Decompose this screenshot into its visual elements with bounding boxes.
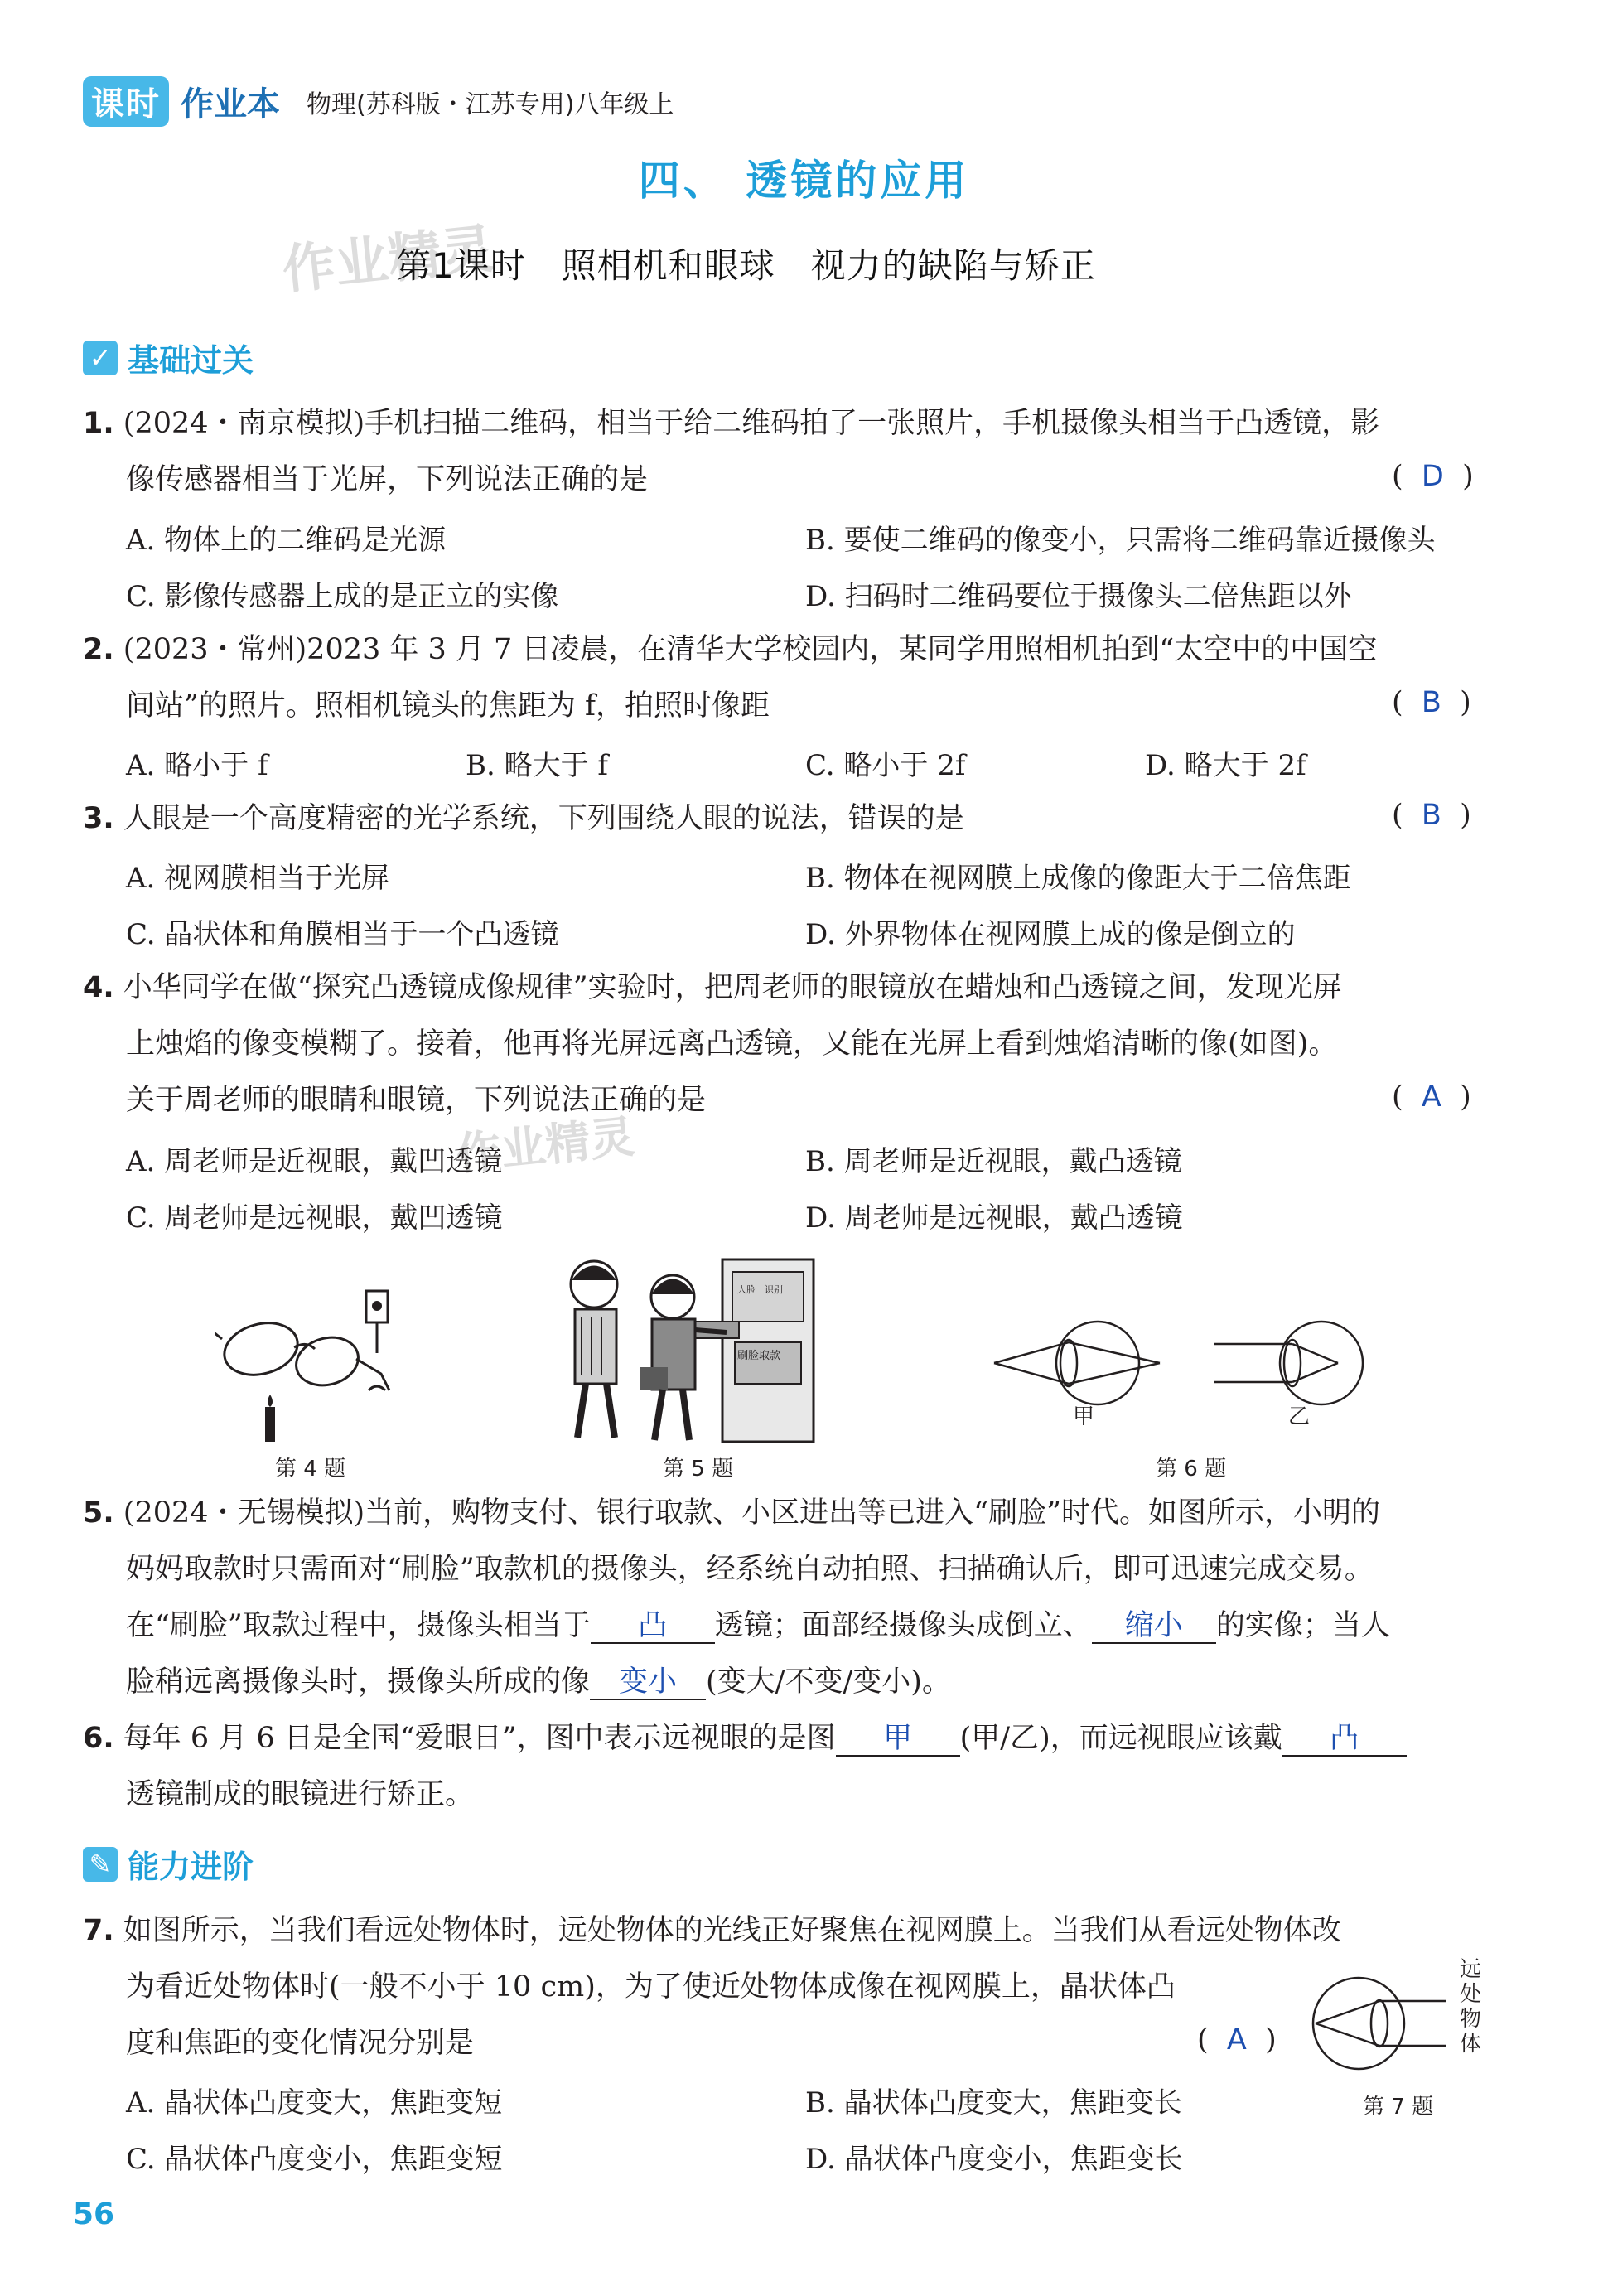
option: C. 晶状体和角膜相当于一个凸透镜 (126, 918, 559, 951)
question-text: 关于周老师的眼睛和眼镜，下列说法正确的是 (126, 1084, 707, 1117)
figure-7 (1301, 1964, 1466, 2088)
figure-5-machine-label: 刷脸取款 (737, 1350, 781, 1362)
option: B. 周老师是近视眼，戴凸透镜 (805, 1145, 1182, 1178)
question-text: 脸稍远离摄像头时，摄像头所成的像 (126, 1665, 591, 1699)
question-number: 1. (83, 407, 114, 440)
question-text: 每年 6 月 6 日是全国“爱眼日”，图中表示远视眼的是图 (123, 1722, 836, 1755)
candle-icon (265, 1407, 275, 1442)
option: B. 晶状体凸度变大，焦距变长 (805, 2086, 1182, 2120)
option: D. 晶状体凸度变小，焦距变长 (805, 2143, 1183, 2176)
question-5 (83, 1485, 1524, 1710)
answer-value: A (1421, 1080, 1441, 1114)
question-6 (83, 1710, 1524, 1823)
option: B. 物体在视网膜上成像的像距大于二倍焦距 (805, 862, 1351, 895)
question-text: 度和焦距的变化情况分别是 (126, 2027, 475, 2060)
figure-6-label-b: 乙 (1288, 1404, 1311, 1425)
answer-value: B (1421, 686, 1441, 719)
lesson-title: 第1课时 照相机和眼球 视力的缺陷与矫正 (396, 245, 1096, 286)
option: D. 扫码时二维码要位于摄像头二倍焦距以外 (805, 580, 1352, 613)
question-text: (2024・南京模拟)手机扫描二维码，相当于给二维码拍了一张照片，手机摄像头相当于凸透镜，影 (123, 407, 1380, 440)
answer-paren: ( D ) (1392, 460, 1474, 493)
answer-paren: ( B ) (1392, 686, 1471, 719)
option: A. 物体上的二维码是光源 (126, 524, 447, 557)
answer-blank: 变小 (590, 1666, 706, 1700)
figure-6 (990, 1317, 1412, 1425)
section-title: 四、 透镜的应用 (638, 156, 970, 205)
figure-5-caption: 第 5 题 (663, 1457, 734, 1482)
answer-paren: ( A ) (1197, 2023, 1277, 2057)
question-4 (83, 959, 1524, 1129)
section-basic (83, 335, 254, 380)
question-text: 透镜；面部经摄像头成倒立、 (714, 1609, 1092, 1642)
figure-7-side-label: 远处物体 (1460, 1957, 1482, 2057)
option: C. 略小于 2f (805, 749, 966, 782)
answer-value: D (1421, 460, 1444, 493)
section-advanced-label: 能力进阶 (128, 1849, 254, 1885)
question-text: 在“刷脸”取款过程中，摄像头相当于 (126, 1609, 591, 1642)
check-icon: ✓ (83, 341, 118, 375)
figure-4 (215, 1283, 464, 1448)
question-text: 如图所示，当我们看远处物体时，远处物体的光线正好聚焦在视网膜上。当我们从看远处物体改 (123, 1914, 1341, 1947)
question-text: (2024・无锡模拟)当前，购物支付、银行取款、小区进出等已进入“刷脸”时代。如图所示，小明的 (123, 1496, 1380, 1530)
answer-blank: 甲 (836, 1723, 960, 1757)
section-advanced (83, 1841, 254, 1887)
page-number: 56 (73, 2197, 115, 2231)
option: C. 影像传感器上成的是正立的实像 (126, 580, 559, 613)
answer-blank: 凸 (591, 1610, 715, 1644)
option: A. 晶状体凸度变大，焦距变短 (126, 2086, 503, 2120)
answer-value: A (1226, 2023, 1247, 2057)
question-number: 4. (83, 971, 114, 1004)
question-1 (83, 395, 1508, 508)
answer-paren: ( B ) (1392, 799, 1471, 832)
answer-paren: ( A ) (1392, 1080, 1471, 1114)
option: C. 周老师是远视眼，戴凹透镜 (126, 1201, 503, 1235)
option: B. 要使二维码的像变小，只需将二维码靠近摄像头 (805, 524, 1436, 557)
person-icon (640, 1275, 727, 1440)
option: D. 外界物体在视网膜上成的像是倒立的 (805, 918, 1296, 951)
question-text: 上烛焰的像变模糊了。接着，他再将光屏远离凸透镜，又能在光屏上看到烛焰清晰的像(如图)。 (126, 1027, 1338, 1061)
watermark: 作业精灵 (453, 1109, 638, 1182)
question-text: 的实像；当人 (1215, 1609, 1390, 1642)
question-text: 间站”的照片。照相机镜头的焦距为 f，拍照时像距 (126, 689, 770, 723)
question-3 (83, 790, 1508, 847)
question-number: 2. (83, 633, 114, 666)
section-basic-label: 基础过关 (128, 342, 254, 379)
figure-4-caption: 第 4 题 (275, 1457, 346, 1482)
option: D. 略大于 2f (1145, 749, 1306, 782)
question-text: (变大/不变/变小)。 (706, 1665, 951, 1699)
question-text: 像传感器相当于光屏，下列说法正确的是 (126, 463, 649, 496)
pencil-icon: ✎ (83, 1847, 118, 1882)
question-text: 透镜制成的眼镜进行矫正。 (126, 1778, 475, 1811)
question-number: 5. (83, 1496, 114, 1530)
option: A. 视网膜相当于光屏 (126, 862, 390, 895)
figure-7-caption: 第 7 题 (1363, 2095, 1434, 2120)
question-number: 3. (83, 802, 114, 835)
brand-name: 作业本 (181, 85, 280, 123)
option: A. 周老师是近视眼，戴凹透镜 (126, 1145, 503, 1178)
question-text: 人眼是一个高度精密的光学系统，下列围绕人眼的说法，错误的是 (123, 802, 964, 835)
answer-blank: 凸 (1282, 1723, 1407, 1757)
figure-5-screen-label: 人脸 识别 (737, 1284, 783, 1295)
option: A. 略小于 f (126, 749, 268, 782)
subject-label: 物理(苏科版・江苏专用)八年级上 (307, 89, 674, 119)
question-text: 小华同学在做“探究凸透镜成像规律”实验时，把周老师的眼镜放在蜡烛和凸透镜之间，发现光屏 (123, 971, 1342, 1004)
question-2 (83, 621, 1508, 734)
option: B. 略大于 f (466, 749, 608, 782)
brand-logo: 课时 (83, 76, 169, 127)
header (83, 76, 674, 127)
person-icon (571, 1261, 617, 1438)
figure-5 (557, 1251, 830, 1450)
figure-6-caption: 第 6 题 (1156, 1457, 1227, 1482)
question-text: (甲/乙)，而远视眼应该戴 (959, 1722, 1282, 1755)
option: C. 晶状体凸度变小，焦距变短 (126, 2143, 503, 2176)
question-text: 为看近处物体时(一般不小于 10 cm)，为了使近处物体成像在视网膜上，晶状体凸 (126, 1970, 1176, 2004)
option: D. 周老师是远视眼，戴凸透镜 (805, 1201, 1183, 1235)
question-text: 妈妈取款时只需面对“刷脸”取款机的摄像头，经系统自动拍照、扫描确认后，即可迅速完成交易。 (126, 1553, 1374, 1586)
figure-6-label-a: 甲 (1073, 1404, 1095, 1425)
watermark: 作业精灵 (279, 218, 497, 302)
question-number: 7. (83, 1914, 114, 1947)
question-text: (2023・常州)2023 年 3 月 7 日凌晨，在清华大学校园内，某同学用照相机拍到“太空中的中国空 (123, 633, 1378, 666)
question-number: 6. (83, 1722, 114, 1755)
answer-blank: 缩小 (1092, 1610, 1216, 1644)
answer-value: B (1421, 799, 1441, 832)
